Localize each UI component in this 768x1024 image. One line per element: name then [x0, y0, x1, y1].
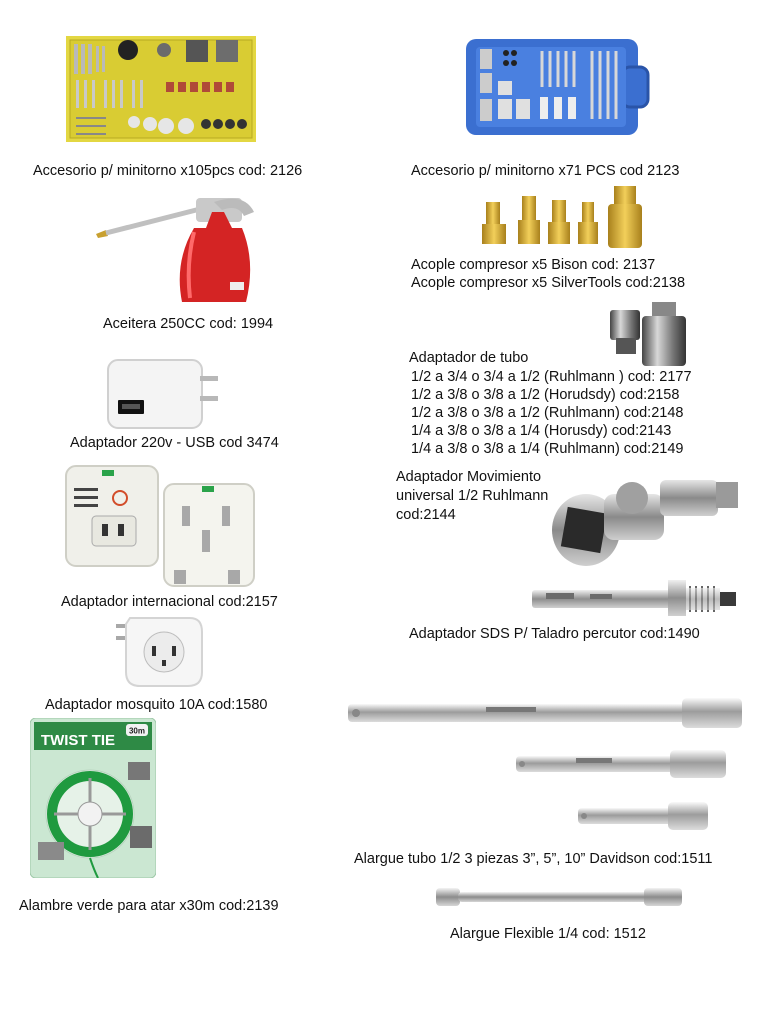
couplers-silvertools-label: Acople compresor x5 SilverTools cod:2138	[411, 275, 686, 291]
rotary-kit-71-label: Accesorio p/ minitorno x71 PCS cod 2123	[411, 163, 680, 179]
socket-adapter-line: 1/2 a 3/8 o 3/8 a 1/2 (Ruhlmann) cod:2148	[411, 405, 684, 421]
oil-can-label: Aceitera 250CC cod: 1994	[103, 316, 274, 332]
sds-adapter-image	[530, 574, 738, 620]
socket-adapter-title: Adaptador de tubo	[409, 350, 529, 366]
socket-adapter-line: 1/2 a 3/4 o 3/4 a 1/2 (Ruhlmann ) cod: 2177	[411, 369, 692, 385]
rotary-kit-71-image	[462, 37, 652, 137]
socket-adapter-line: 1/4 a 3/8 o 3/8 a 1/4 (Ruhlmann) cod:2149	[411, 441, 684, 457]
air-couplers-image	[480, 186, 650, 250]
universal-joint-image	[550, 458, 740, 570]
extension-bars-label: Alargue tubo 1/2 3 piezas 3”, 5”, 10” Davidson cod:1511	[354, 851, 713, 867]
flex-extension-label: Alargue Flexible 1/4 cod: 1512	[450, 926, 646, 942]
universal-joint-label: Adaptador Movimiento universal 1/2 Ruhlmann cod:2144	[396, 469, 549, 523]
package-length-text: 30m	[128, 726, 146, 736]
international-adapter-image	[62, 462, 258, 590]
twist-tie-package-image	[30, 718, 156, 878]
extension-bars-image	[346, 696, 748, 842]
socket-adapter-line: 1/2 a 3/8 o 3/8 a 1/2 (Horudsdy) cod:2158	[411, 387, 680, 403]
couplers-bison-label: Acople compresor x5 Bison cod: 2137	[411, 257, 656, 273]
socket-adapters-image	[606, 300, 688, 370]
rotary-kit-105-label: Accesorio p/ minitorno x105pcs cod: 2126	[33, 163, 303, 179]
flex-extension-image	[434, 880, 686, 914]
mosquito-adapter-label: Adaptador mosquito 10A cod:1580	[45, 697, 268, 713]
sds-adapter-label: Adaptador SDS P/ Taladro percutor cod:1490	[409, 626, 700, 642]
socket-adapter-line: 1/4 a 3/8 o 3/8 a 1/4 (Horusdy) cod:2143	[411, 423, 672, 439]
international-adapter-label: Adaptador internacional cod:2157	[61, 594, 278, 610]
usb-adapter-label: Adaptador 220v - USB cod 3474	[70, 435, 279, 451]
usb-charger-image	[104, 358, 220, 430]
oil-can-image	[94, 192, 256, 310]
mosquito-adapter-image	[114, 614, 206, 690]
rotary-kit-105-image	[66, 36, 256, 142]
twist-tie-label: Alambre verde para atar x30m cod:2139	[19, 898, 279, 914]
package-brand-text: TWIST TIE	[40, 732, 116, 749]
